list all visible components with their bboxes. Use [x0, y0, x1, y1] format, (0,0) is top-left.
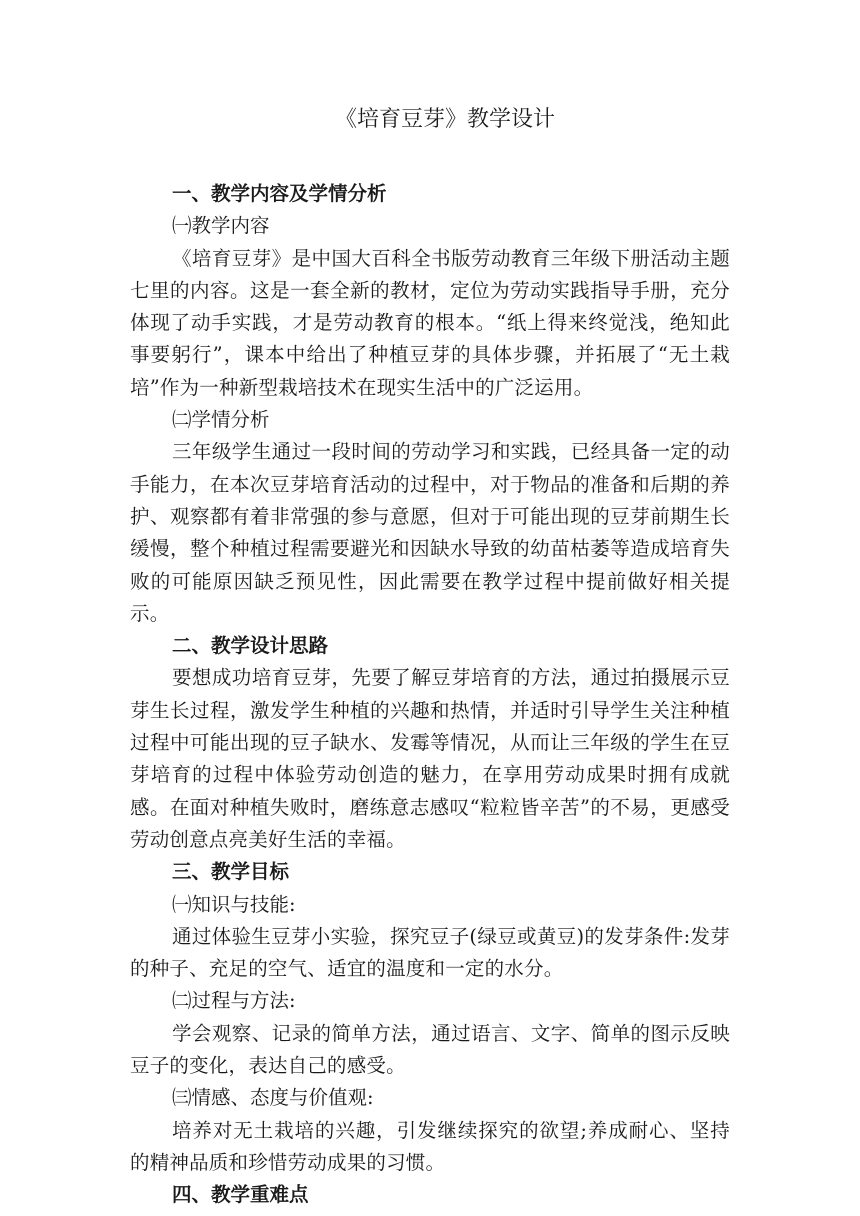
subheading-learner-analysis: ㈡学情分析 [172, 408, 270, 432]
paragraph-teaching-content: 《培育豆芽》是中国大百科全书版劳动教育三年级下册活动主题七里的内容。这是一套全新的教材，定位为劳动实践指导手册，充分体现了动手实践，才是劳动教育的根本。“纸上得来终觉浅，绝知此事要躬行”，课本中给出了种植豆芽的具体步骤，并拓展了“无土栽培”作为一种新型栽培技术在现实生活中的广泛运用。 [130, 246, 730, 399]
subheading-teaching-content: ㈠教学内容 [172, 214, 270, 238]
subheading-process-methods: ㈡过程与方法: [172, 989, 296, 1013]
paragraph-learner-analysis: 三年级学生通过一段时间的劳动学习和实践，已经具备一定的动手能力，在本次豆芽培育活动的过程中，对于物品的准备和后期的养护、观察都有着非常强的参与意愿，但对于可能出现的豆芽前期生长缓慢，整个种植过程需要避光和因缺水导致的幼苗枯萎等造成培育失败的可能原因缺乏预见性，因此需要在教学过程中提前做好相关提示。 [130, 440, 730, 625]
subheading-knowledge-skills: ㈠知识与技能: [172, 892, 296, 916]
document-page [130, 96, 730, 1212]
section-heading-1: 一、教学内容及学情分析 [172, 182, 387, 205]
section-heading-2: 二、教学设计思路 [172, 634, 329, 658]
paragraph-knowledge-skills: 通过体验生豆芽小实验，探究豆子(绿豆或黄豆)的发芽条件:发芽的种子、充足的空气、适宜的温度和一定的水分。 [130, 924, 730, 981]
subheading-emotion-values: ㈢情感、态度与价值观: [172, 1086, 374, 1110]
section-heading-3: 三、教学目标 [172, 860, 290, 884]
section-heading-4: 四、教学重难点 [172, 1183, 309, 1207]
document-title: 《培育豆芽》教学设计 [334, 107, 555, 132]
paragraph-emotion-values: 培养对无土栽培的兴趣，引发继续探究的欲望;养成耐心、坚持的精神品质和珍惜劳动成果的习惯。 [130, 1118, 730, 1174]
paragraph-design-idea: 要想成功培育豆芽，先要了解豆芽培育的方法，通过拍摄展示豆芽生长过程，激发学生种植的兴趣和热情，并适时引导学生关注种植过程中可能出现的豆子缺水、发霉等情况，从而让三年级的学生在豆芽培育的过程中体验劳动创造的魅力，在享用劳动成果时拥有成就感。在面对种植失败时，磨练意志感叹“粒粒皆辛苦”的不易，更感受劳动创意点亮美好生活的幸福。 [130, 666, 730, 851]
paragraph-process-methods: 学会观察、记录的简单方法，通过语言、文字、简单的图示反映豆子的变化，表达自己的感受。 [130, 1021, 730, 1078]
